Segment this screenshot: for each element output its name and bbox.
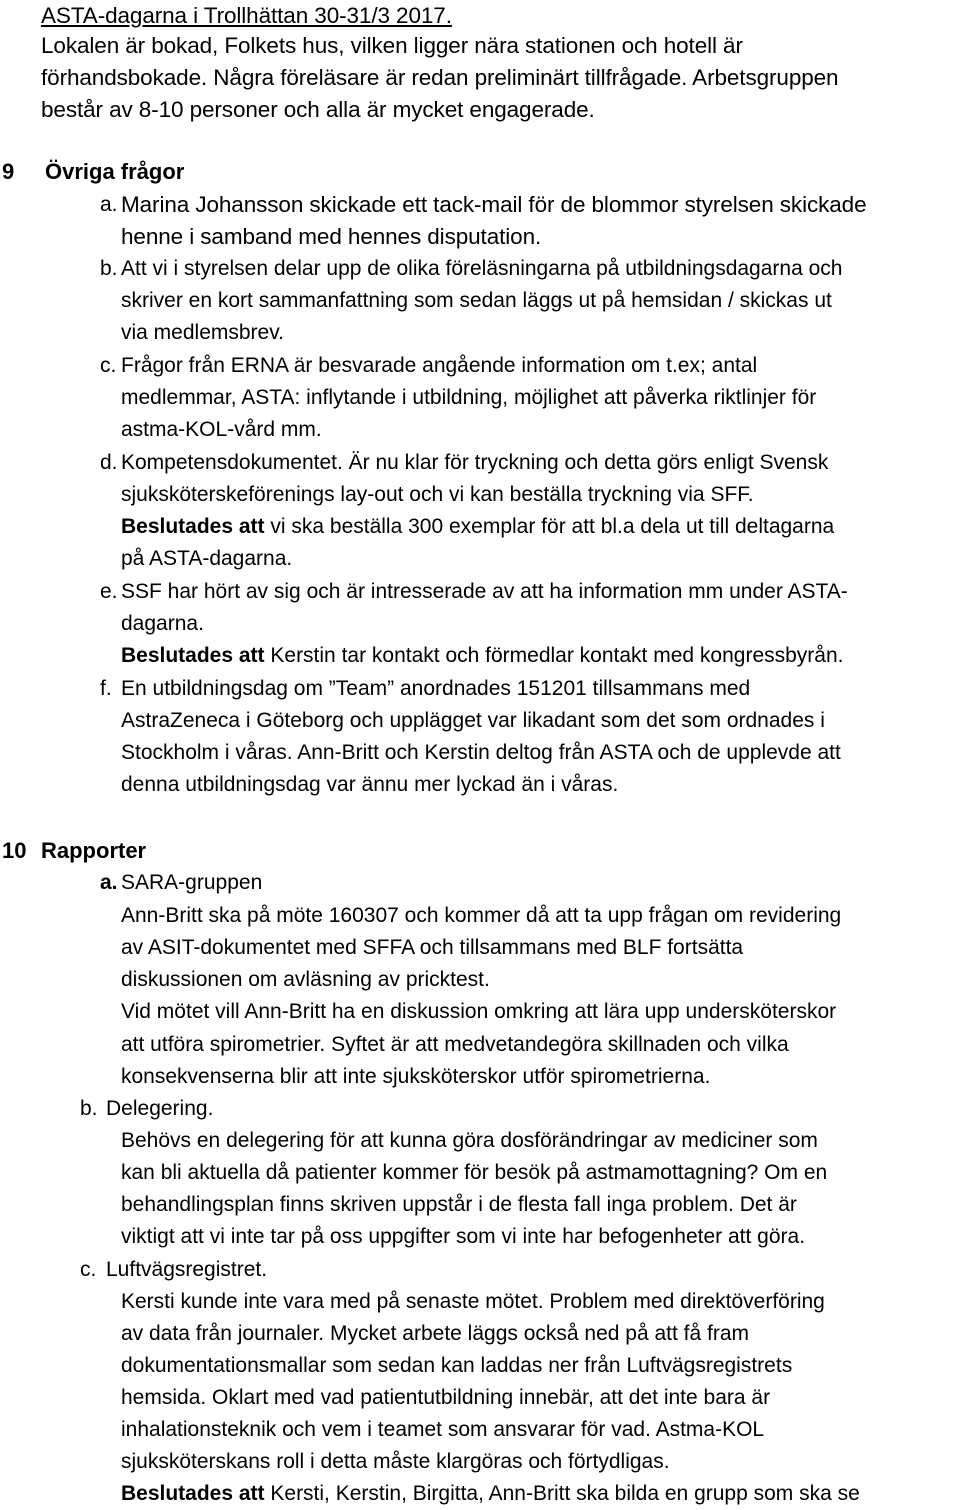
item-9a-line: Marina Johansson skickade ett tack-mail för de blommor styrelsen skickade bbox=[121, 192, 867, 217]
item-10a-label: a. bbox=[100, 871, 118, 894]
item-10c-line: inhalationsteknik och vem i teamet som ansvarar för vad. Astma-KOL bbox=[121, 1418, 765, 1441]
item-9e-line: dagarna. bbox=[121, 612, 204, 635]
item-9c-line: medlemmar, ASTA: inflytande i utbildning, möjlighet att påverka riktlinjer för bbox=[121, 386, 817, 409]
item-9c-line: Frågor från ERNA är besvarade angående information om t.ex; antal bbox=[121, 354, 758, 377]
intro-line: förhandsbokade. Några föreläsare är redan preliminärt tillfrågade. Arbetsgruppen bbox=[41, 65, 839, 90]
item-9e-label: e. bbox=[100, 580, 118, 603]
item-10b-title: Delegering. bbox=[106, 1097, 214, 1120]
item-10a-line: att utföra spirometrier. Syftet är att medvetandegöra skillnaden och vilka bbox=[121, 1033, 789, 1056]
item-10b-line: Behövs en delegering för att kunna göra dosförändringar av mediciner som bbox=[121, 1129, 818, 1152]
decision-text: vi ska beställa 300 exemplar för att bl.a dela ut till deltagarna bbox=[264, 515, 835, 538]
item-9f-line: Stockholm i våras. Ann-Britt och Kerstin deltog från ASTA och de upplevde att bbox=[121, 741, 841, 764]
section-10-number: 10 bbox=[2, 838, 27, 863]
decision-label: Beslutades att bbox=[121, 515, 265, 538]
item-9c-line: astma-KOL-vård mm. bbox=[121, 418, 322, 441]
item-10b-line: viktigt att vi inte tar på oss uppgifter som vi inte har befogenheter att göra. bbox=[121, 1225, 806, 1248]
section-9-title: Övriga frågor bbox=[45, 159, 185, 184]
item-9a-label: a. bbox=[100, 193, 118, 216]
item-10a-line: diskussionen om avläsning av pricktest. bbox=[121, 968, 490, 991]
item-10c-line: hemsida. Oklart med vad patientutbildning innebär, att det inte bara är bbox=[121, 1386, 771, 1409]
item-9e-line: SSF har hört av sig och är intresserade av att ha information mm under ASTA- bbox=[121, 580, 848, 603]
item-9d-line: på ASTA-dagarna. bbox=[121, 547, 293, 570]
item-9b-line: Att vi i styrelsen delar upp de olika föreläsningarna på utbildningsdagarna och bbox=[121, 257, 843, 280]
item-10c-line: sjuksköterskans roll i detta måste klargöras och förtydligas. bbox=[121, 1450, 670, 1473]
section-10-title: Rapporter bbox=[41, 838, 147, 863]
item-10b-line: kan bli aktuella då patienter kommer för besök på astmamottagning? Om en bbox=[121, 1161, 828, 1184]
decision-label: Beslutades att bbox=[121, 1482, 265, 1505]
section-9-number: 9 bbox=[2, 159, 15, 184]
item-10a-line: av ASIT-dokumentet med SFFA och tillsammans med BLF fortsätta bbox=[121, 936, 744, 959]
item-9f-line: AstraZeneca i Göteborg och upplägget var likadant som det som ordnades i bbox=[121, 709, 825, 732]
item-9d-label: d. bbox=[100, 451, 118, 474]
item-9f-line: En utbildningsdag om ”Team” anordnades 151201 tillsammans med bbox=[121, 677, 751, 700]
item-10c-line: dokumentationsmallar som sedan kan laddas ner från Luftvägsregistrets bbox=[121, 1354, 793, 1377]
item-10a-title: SARA-gruppen bbox=[121, 871, 263, 894]
item-10c-title: Luftvägsregistret. bbox=[106, 1258, 268, 1281]
item-9d-decision bbox=[121, 511, 834, 543]
item-9c-label: c. bbox=[100, 354, 117, 377]
asta-dagarna-heading: ASTA-dagarna i Trollhättan 30-31/3 2017. bbox=[41, 3, 452, 28]
decision-text: Kersti, Kerstin, Birgitta, Ann-Britt ska bilda en grupp som ska se bbox=[264, 1482, 860, 1505]
item-10c-decision bbox=[121, 1478, 860, 1510]
item-9d-line: Kompetensdokumentet. Är nu klar för tryckning och detta görs enligt Svensk bbox=[121, 451, 829, 474]
item-10b-line: behandlingsplan finns skriven uppstår i de flesta fall inga problem. Det är bbox=[121, 1193, 797, 1216]
item-9f-line: denna utbildningsdag var ännu mer lyckad än i våras. bbox=[121, 773, 619, 796]
item-10a-line: konsekvenserna blir att inte sjuksköterskor utför spirometrierna. bbox=[121, 1065, 711, 1088]
item-10c-label: c. bbox=[80, 1258, 97, 1281]
item-10b-label: b. bbox=[80, 1097, 98, 1120]
item-10a-line: Ann-Britt ska på möte 160307 och kommer då att ta upp frågan om revidering bbox=[121, 904, 842, 927]
item-9b-line: via medlemsbrev. bbox=[121, 321, 284, 344]
item-9b-line: skriver en kort sammanfattning som sedan läggs ut på hemsidan / skickas ut bbox=[121, 289, 832, 312]
item-9d-line: sjuksköterskeförenings lay-out och vi kan beställa tryckning via SFF. bbox=[121, 483, 754, 506]
item-10c-line: Kersti kunde inte vara med på senaste mötet. Problem med direktöverföring bbox=[121, 1290, 825, 1313]
intro-line: Lokalen är bokad, Folkets hus, vilken ligger nära stationen och hotell är bbox=[41, 33, 743, 58]
decision-text: Kerstin tar kontakt och förmedlar kontakt med kongressbyrån. bbox=[264, 644, 844, 667]
intro-line: består av 8-10 personer och alla är mycket engagerade. bbox=[41, 97, 595, 122]
item-9e-decision bbox=[121, 640, 843, 672]
item-9f-label: f. bbox=[100, 677, 112, 700]
decision-label: Beslutades att bbox=[121, 644, 265, 667]
item-10c-line: av data från journaler. Mycket arbete läggs också ned på att få fram bbox=[121, 1322, 750, 1345]
item-9a-line: henne i samband med hennes disputation. bbox=[121, 224, 542, 249]
item-9b-label: b. bbox=[100, 257, 118, 280]
item-10a-line: Vid mötet vill Ann-Britt ha en diskussion omkring att lära upp undersköterskor bbox=[121, 1000, 837, 1023]
